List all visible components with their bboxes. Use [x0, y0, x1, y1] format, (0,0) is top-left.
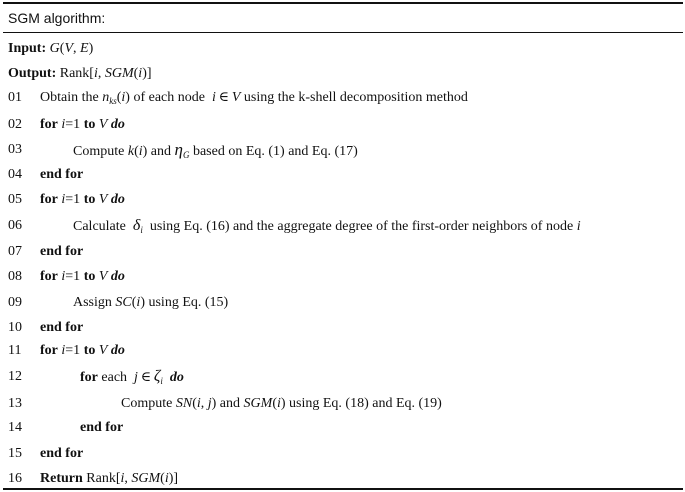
line-number: 11 [8, 343, 22, 358]
line-number: 05 [8, 192, 22, 207]
line-number: 08 [8, 269, 22, 284]
line-number: 03 [8, 142, 22, 157]
line-text: end for [40, 320, 84, 335]
line-number: 02 [8, 117, 22, 132]
line-text: Compute SN(i, j) and SGM(i) using Eq. (18) and Eq. (19) [121, 396, 442, 411]
top-rule [3, 2, 683, 4]
line-text: for i=1 to V do [40, 269, 125, 284]
line-text: end for [40, 446, 84, 461]
bottom-rule [3, 488, 683, 490]
line-text: Return Rank[i, SGM(i)] [40, 471, 179, 486]
line-text: end for [80, 420, 124, 435]
line-number: 14 [8, 420, 22, 435]
input-label: Input: [8, 41, 47, 56]
algorithm-title: SGM algorithm: [8, 10, 106, 26]
line-text: for each j ∈ $\zeta_i$ do [80, 368, 184, 386]
line-text: for i=1 to V do [40, 343, 125, 358]
line-text: Assign SC(i) using Eq. (15) [73, 295, 229, 310]
line-text: Compute k(i) and $\eta_G$ based on Eq. (1) and Eq. (17) [73, 140, 358, 160]
input-value: G(V, E) [49, 41, 94, 56]
line-text: Calculate $\delta_i$ using Eq. (16) and the aggregate degree of the first-order neighbors of node i [73, 217, 581, 235]
line-text: end for [40, 167, 84, 182]
output-label: Output: [8, 66, 57, 81]
line-number: 04 [8, 167, 22, 182]
line-number: 15 [8, 446, 22, 461]
line-number: 07 [8, 244, 22, 259]
line-text: for i=1 to V do [40, 117, 125, 132]
output-value: Rank[i, SGM(i)] [59, 66, 152, 81]
line-number: 01 [8, 90, 22, 105]
line-number: 09 [8, 295, 22, 310]
line-number: 10 [8, 320, 22, 335]
line-number: 06 [8, 218, 22, 233]
line-text: for i=1 to V do [40, 192, 125, 207]
line-text: Obtain the $n_{ks}(i)$ of each node i ∈ V using the k-shell decomposition method [40, 90, 468, 106]
line-number: 16 [8, 471, 22, 486]
line-number: 13 [8, 396, 22, 411]
line-text: end for [40, 244, 84, 259]
line-number: 12 [8, 369, 22, 384]
header-rule [3, 32, 683, 33]
